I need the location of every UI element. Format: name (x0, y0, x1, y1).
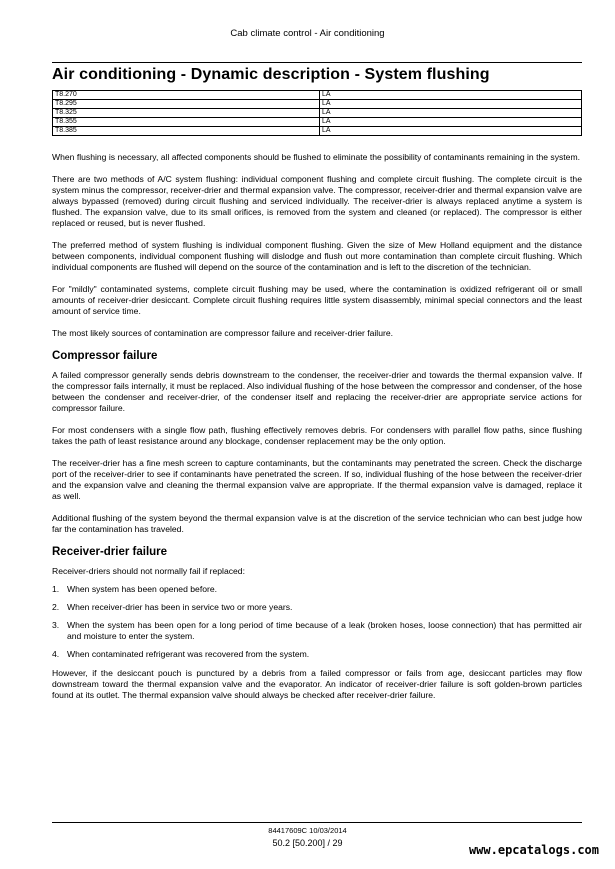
list-item (52, 649, 582, 660)
list-text: When receiver-drier has been in service two or more years. (67, 602, 293, 612)
list-text: When the system has been open for a long period of time because of a leak (broken hoses, loose connection) that has permitted air and moisture to enter the system. (67, 620, 582, 641)
body-paragraph: However, if the desiccant pouch is punctured by a debris from a failed compressor or fails from age, desiccant particles may flow downstream toward the thermal expansion valve and the evaporator. An indicator of receiver-drier failure is soft golden-brown particles found at its outlet. The thermal expansion valve should always be checked after receiver-drier failure. (52, 668, 582, 700)
body-paragraph: A failed compressor generally sends debris downstream to the condenser, the receiver-drier and towards the thermal expansion valve. If the compressor fails internally, it must be replaced. Also individual flushing of the hose between the compressor and condenser, of the hose between the condenser and receiver-drier, of the condenser itself and replacing the receiver-drier are appropriate service actions for compressor failure. (52, 370, 582, 413)
list-number: 2. (52, 602, 60, 612)
list-number: 3. (52, 620, 60, 630)
body-paragraph: Receiver-driers should not normally fail if replaced: (52, 566, 245, 576)
list-item (52, 602, 582, 613)
model-cell: T8.325 (53, 109, 320, 118)
list-item (52, 584, 582, 595)
table-row (53, 109, 582, 118)
body-paragraph: There are two methods of A/C system flushing: individual component flushing and complete circuit flushing. The complete circuit is the system minus the compressor, receiver-drier and thermal expansion valve. The compressor, receiver-drier and thermal expansion valve are always bypassed (removed) during circuit flushing and serviced individually. The receiver-drier is always replaced anytime a system is flushed. The expansion valve, due to its small orifices, is removed from the system and cleaned (or replaced). The compressor is either replaced or reused, but is never flushed. (52, 174, 582, 228)
body-paragraph: When flushing is necessary, all affected components should be flushed to eliminate the possibility of contaminants remaining in the system. (52, 152, 581, 162)
body-paragraph: The most likely sources of contamination are compressor failure and receiver-drier failure. (52, 328, 394, 338)
list-number: 1. (52, 584, 60, 594)
note-cell: LA (320, 100, 582, 109)
running-header: Cab climate control - Air conditioning (230, 28, 385, 39)
list-text: When contaminated refrigerant was recovered from the system. (67, 649, 310, 659)
table-row (53, 118, 582, 127)
table-row (53, 127, 582, 136)
footer-doc-code: 84417609C 10/03/2014 (268, 826, 347, 835)
body-paragraph: For "mildly" contaminated systems, complete circuit flushing may be used, where the contamination is oxidized refrigerant oil or small amounts of receiver-drier desiccant. Complete circuit flushing requires little system disassembly, minimal special connectors and the least amount of service time. (52, 284, 582, 316)
model-cell: T8.385 (53, 127, 320, 136)
page-title: Air conditioning - Dynamic description - System flushing (52, 66, 490, 83)
document-body (52, 152, 582, 712)
table-row (53, 100, 582, 109)
note-cell: LA (320, 118, 582, 127)
watermark-text: www.epcatalogs.com (468, 843, 599, 857)
models-table (52, 90, 582, 136)
note-cell: LA (320, 91, 582, 100)
section-heading-receiver-drier: Receiver-drier failure (52, 546, 168, 558)
body-paragraph: The preferred method of system flushing is individual component flushing. Given the size of Mew Holland equipment and the distance between components, individual component flushing will dislodge and flush out more contamination than complete circuit flushing. Which individual components are flushed will depend on the source of the contamination and is left to the discretion of the technician. (52, 240, 582, 272)
body-paragraph: For most condensers with a single flow path, flushing effectively removes debris. For condensers with parallel flow paths, since flushing takes the path of least resistance around any blockage, condenser replacement may be the only option. (52, 425, 582, 446)
title-rule (52, 62, 582, 63)
note-cell: LA (320, 127, 582, 136)
body-paragraph: Additional flushing of the system beyond the thermal expansion valve is at the discretion of the service technician who can best judge how far the contamination has traveled. (52, 513, 582, 534)
footer-rule (52, 822, 582, 823)
model-cell: T8.270 (53, 91, 320, 100)
numbered-list (52, 584, 582, 660)
list-item (52, 620, 582, 642)
footer-page-number: 50.2 [50.200] / 29 (272, 838, 343, 848)
list-number: 4. (52, 649, 60, 659)
model-cell: T8.355 (53, 118, 320, 127)
list-text: When system has been opened before. (67, 584, 218, 594)
note-cell: LA (320, 109, 582, 118)
body-paragraph: The receiver-drier has a fine mesh screen to capture contaminants, but the contaminants may penetrated the screen. Check the discharge port of the receiver-drier to see if contaminants have penetrated the screen. If so, individual flushing of the hose between the receiver-drier and the expansion valve and cleaning the thermal expansion valve are appropriate. If the thermal expansion valve is damaged, replace it as well. (52, 458, 582, 501)
section-heading-compressor: Compressor failure (52, 350, 158, 362)
model-cell: T8.295 (53, 100, 320, 109)
table-row (53, 91, 582, 100)
